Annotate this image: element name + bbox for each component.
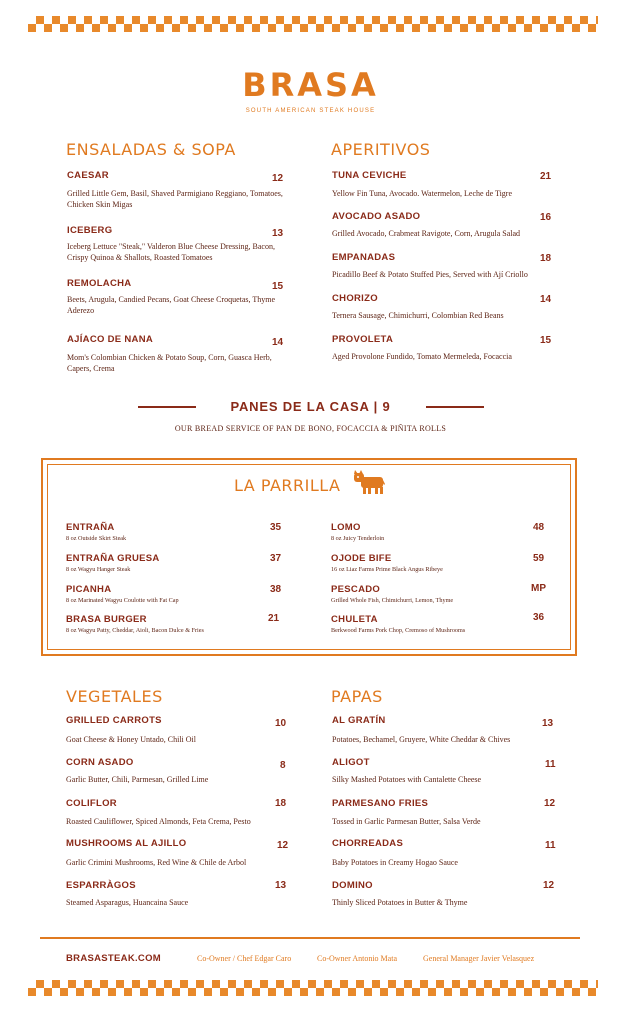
section-title-ensaladas: ENSALADAS & SOPA [66, 140, 236, 159]
item-price: 14 [540, 294, 552, 305]
brand-tagline: SOUTH AMERICAN STEAK HOUSE [245, 108, 376, 114]
item-price: 38 [270, 584, 282, 595]
item-price: 8 [280, 760, 286, 771]
item-description: Grilled Little Gem, Basil, Shaved Parmigiano Reggiano, Tomatoes, Chicken Skin Migas [67, 189, 283, 209]
item-price: 21 [268, 613, 280, 624]
item-name: REMOLACHA [67, 278, 132, 289]
item-name: BRASA BURGER [66, 614, 147, 625]
item-description: Picadillo Beef & Potato Stuffed Pies, Served with Ají Criollo [332, 270, 528, 279]
item-price: 12 [544, 798, 556, 809]
item-name: ENTRAÑA [66, 522, 115, 533]
section-title-papas: PAPAS [331, 687, 383, 706]
item-name: ALIGOT [332, 757, 370, 768]
item-price: 15 [540, 335, 552, 346]
item-name: AJÍACO DE NANA [67, 334, 154, 345]
item-description: Berkwood Farms Pork Chop, Cremoso of Mushrooms [331, 627, 466, 634]
brand-logo: BRASA [242, 66, 379, 104]
divider-right [426, 406, 484, 408]
breads-subtitle: OUR BREAD SERVICE OF PAN DE BONO, FOCACCIA & PIÑITA ROLLS [174, 424, 447, 433]
item-name: TUNA CEVICHE [332, 170, 407, 181]
item-description: Roasted Cauliflower, Spiced Almonds, Feta Crema, Pesto [66, 817, 251, 826]
item-name: AVOCADO ASADO [332, 211, 421, 222]
item-description: 8 oz Wagyu Hanger Steak [66, 566, 131, 573]
item-name: CAESAR [67, 170, 109, 181]
item-name: PICANHA [66, 584, 112, 595]
item-description: Grilled Whole Fish, Chimichurri, Lemon, Thyme [331, 597, 454, 604]
item-name: AL GRATÍN [332, 715, 386, 726]
item-price: 35 [270, 522, 282, 533]
item-name: CHORREADAS [332, 838, 404, 849]
item-name: ESPARRÀGOS [66, 880, 136, 891]
item-name: CHORIZO [332, 293, 378, 304]
section-title-vegetales: VEGETALES [66, 687, 163, 706]
item-price: 16 [540, 212, 552, 223]
section-title-aperitivos: APERITIVOS [331, 140, 431, 159]
item-name: CHULETA [331, 614, 378, 625]
item-name: ICEBERG [67, 225, 113, 236]
breads-title: PANES DE LA CASA | 9 [230, 399, 391, 414]
item-price: 12 [543, 880, 555, 891]
item-name: PARMESANO FRIES [332, 798, 429, 809]
item-description: Goat Cheese & Honey Untado, Chili Oil [66, 735, 196, 744]
item-price: 18 [275, 798, 287, 809]
item-name: COLIFLOR [66, 798, 117, 809]
item-description: Ternera Sausage, Chimichurri, Colombian Red Beans [332, 311, 504, 320]
item-description: Baby Potatoes in Creamy Hogao Sauce [332, 858, 458, 867]
item-name: PROVOLETA [332, 334, 394, 345]
item-price: 37 [270, 553, 282, 564]
credit-co-owner: Co-Owner Antonio Mata [317, 954, 397, 963]
checker-border-top [28, 16, 598, 32]
item-name: ENTRAÑA GRUESA [66, 553, 160, 564]
website-link[interactable]: BRASASTEAK.COM [66, 953, 161, 964]
item-description: Potatoes, Bechamel, Gruyere, White Cheddar & Chives [332, 735, 511, 744]
item-description: 8 oz Juicy Tenderloin [331, 535, 385, 542]
item-description: Silky Mashed Potatoes with Cantalette Cheese [332, 775, 482, 784]
cow-icon [352, 468, 386, 496]
credit-general-manager: General Manager Javier Velasquez [423, 954, 535, 963]
item-description: Yellow Fin Tuna, Avocado. Watermelon, Leche de Tigre [332, 189, 513, 198]
item-description: Steamed Asparagus, Huancaina Sauce [66, 898, 189, 907]
item-price: 14 [272, 337, 284, 348]
footer-divider [40, 937, 580, 939]
item-name: CORN ASADO [66, 757, 134, 768]
item-price: 18 [540, 253, 552, 264]
item-name: PESCADO [331, 584, 381, 595]
item-name: GRILLED CARROTS [66, 715, 162, 726]
section-title-parrilla: LA PARRILLA [234, 476, 341, 495]
item-description: 8 oz Outside Skirt Steak [66, 535, 127, 542]
item-price: 48 [533, 522, 545, 533]
item-description: 8 oz Wagyu Patty, Cheddar, Aioli, Bacon Dulce & Fries [66, 627, 204, 634]
item-price: 13 [275, 880, 287, 891]
item-description: Tossed in Garlic Parmesan Butter, Salsa Verde [332, 817, 481, 826]
item-name: LOMO [331, 522, 361, 533]
item-description: 16 oz Liaz Farms Prime Black Angus Ribeye [331, 566, 443, 573]
item-name: MUSHROOMS AL AJILLO [66, 838, 187, 849]
item-description: Garlic Butter, Chili, Parmesan, Grilled Lime [66, 775, 209, 784]
item-price: 13 [542, 718, 554, 729]
item-price: 15 [272, 281, 284, 292]
checker-border-bottom [28, 980, 598, 996]
item-price: 36 [533, 612, 545, 623]
item-description: Thinly Sliced Potatoes in Butter & Thyme [332, 898, 468, 907]
item-name: EMPANADAS [332, 252, 396, 263]
item-price: 10 [275, 718, 287, 729]
item-description: Grilled Avocado, Crabmeat Ravigote, Corn, Arugula Salad [332, 229, 521, 238]
item-price: 59 [533, 553, 545, 564]
item-description: Mom's Colombian Chicken & Potato Soup, Corn, Guasca Herb, Capers, Crema [67, 353, 272, 373]
item-description: Aged Provolone Fundido, Tomato Mermeleda, Focaccia [332, 352, 512, 361]
item-name: OJODE BIFE [331, 553, 392, 564]
item-price: 11 [545, 840, 556, 851]
item-description: Beets, Arugula, Candied Pecans, Goat Cheese Croquetas, Thyme Aderezo [67, 295, 276, 315]
item-description: 8 oz Marinated Wagyu Coulotte with Fat Cap [66, 597, 179, 604]
item-price: 13 [272, 228, 284, 239]
item-price: 21 [540, 171, 552, 182]
item-price: MP [531, 583, 546, 594]
item-description: Iceberg Lettuce "Steak," Valderon Blue Cheese Dressing, Bacon, Crispy Quinoa & Shallots, Roasted Tomatoes [67, 242, 275, 262]
item-name: DOMINO [332, 880, 373, 891]
item-price: 12 [277, 840, 289, 851]
credit-chef: Co-Owner / Chef Edgar Caro [197, 954, 292, 963]
item-price: 12 [272, 173, 284, 184]
item-price: 11 [545, 759, 556, 770]
item-description: Garlic Crimini Mushrooms, Red Wine & Chile de Arbol [66, 858, 247, 867]
